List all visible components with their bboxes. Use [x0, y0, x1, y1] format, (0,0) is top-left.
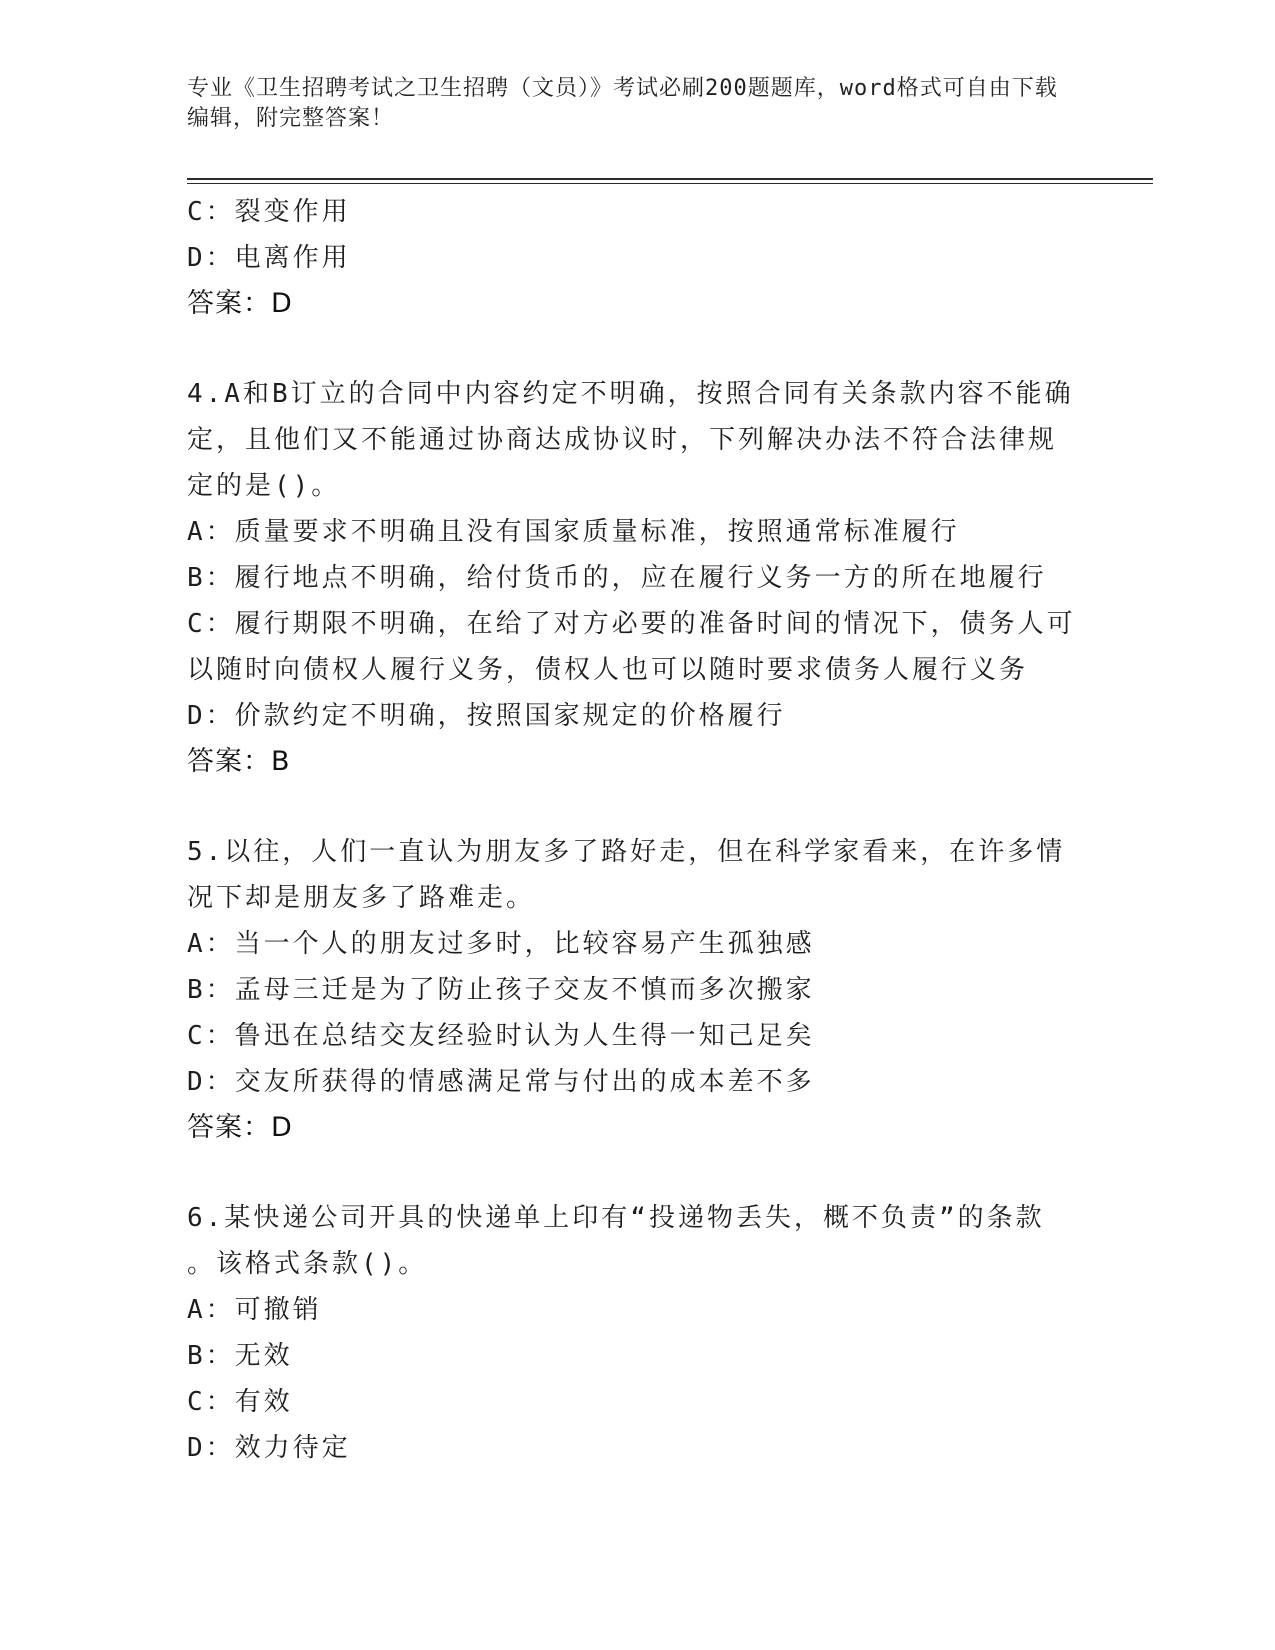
option-a: A：可撤销 [187, 1295, 322, 1325]
document-header: 专业《卫生招聘考试之卫生招聘（文员）》考试必刷200题题库，word格式可自由下载编辑，附完整答案！ [187, 76, 1058, 131]
option-c: C：裂变作用 [187, 197, 351, 227]
option-d: D：效力待定 [187, 1433, 351, 1463]
option-b: B：履行地点不明确，给付货币的，应在履行义务一方的所在地履行 [187, 563, 1047, 593]
option-c: C：履行期限不明确，在给了对方必要的准备时间的情况下，债务人可 [187, 609, 1076, 639]
question-stem-line: 定，且他们又不能通过协商达成协议时，下列解决办法不符合法律规 [187, 425, 1058, 455]
question-stem-line: 5.以往，人们一直认为朋友多了路好走，但在科学家看来，在许多情 [187, 837, 1066, 867]
option-d: D：电离作用 [187, 243, 351, 273]
answer-line: 答案：D [187, 288, 293, 319]
question-stem-line: 定的是()。 [187, 471, 341, 501]
answer-line: 答案：B [187, 746, 291, 777]
option-d: D：价款约定不明确，按照国家规定的价格履行 [187, 701, 786, 731]
header-divider-thin [187, 183, 1153, 184]
option-c-continued: 以随时向债权人履行义务，债权人也可以随时要求债务人履行义务 [187, 655, 1029, 685]
question-stem-line: 4.A和B订立的合同中内容约定不明确，按照合同有关条款内容不能确 [187, 379, 1074, 409]
header-divider-thick [187, 178, 1153, 180]
question-5 [187, 829, 1087, 1151]
answer-line: 答案：D [187, 1112, 293, 1143]
question-stem-line: 况下却是朋友多了路难走。 [187, 883, 536, 913]
option-d: D：交友所获得的情感满足常与付出的成本差不多 [187, 1067, 815, 1097]
option-b: B：孟母三迁是为了防止孩子交友不慎而多次搬家 [187, 975, 815, 1005]
question-4 [187, 371, 1087, 785]
option-c: C：有效 [187, 1387, 293, 1417]
option-b: B：无效 [187, 1341, 293, 1371]
question-stem-line: 。该格式条款()。 [187, 1249, 428, 1279]
option-a: A：质量要求不明确且没有国家质量标准，按照通常标准履行 [187, 517, 960, 547]
option-a: A：当一个人的朋友过多时，比较容易产生孤独感 [187, 929, 815, 959]
question-stem-line: 6.某快递公司开具的快递单上印有“投递物丢失，概不负责”的条款 [187, 1203, 1045, 1233]
document-body [187, 189, 1087, 1471]
option-c: C：鲁迅在总结交友经验时认为人生得一知己足矣 [187, 1021, 815, 1051]
question-6 [187, 1195, 1087, 1471]
question-3-continued [187, 189, 1087, 327]
